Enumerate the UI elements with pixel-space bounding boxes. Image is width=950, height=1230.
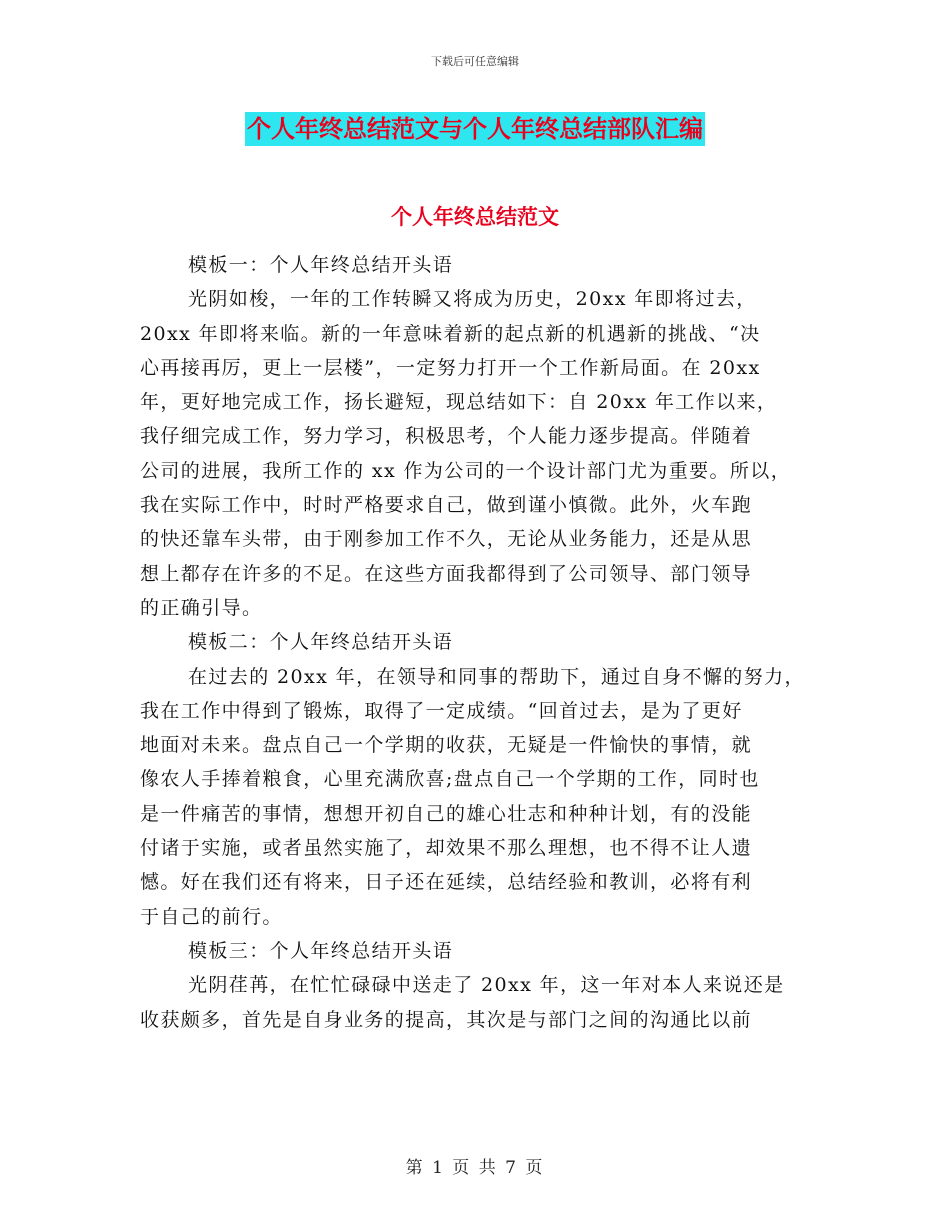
paragraph-line: 憾。好在我们还有将来，日子还在延续，总结经验和教训，必将有利: [140, 871, 753, 894]
paragraph-line: 光阴荏苒，在忙忙碌碌中送走了 20xx 年，这一年对本人来说还是: [188, 974, 785, 997]
paragraph-line: 于自己的前行。: [140, 905, 283, 928]
paragraph-line: 像农人手捧着粮食，心里充满欣喜;盘点自己一个学期的工作，同时也: [140, 768, 760, 791]
paragraph-line: 心再接再厉，更上一层楼”，一定努力打开一个工作新局面。在 20xx: [140, 356, 761, 379]
paragraph-line: 我仔细完成工作，努力学习，积极思考，个人能力逐步提高。伴随着: [140, 425, 753, 448]
paragraph-heading-template-3: 模板三：个人年终总结开头语: [188, 939, 454, 962]
document-title-container: [0, 112, 950, 146]
paragraph-line: 想上都存在许多的不足。在这些方面我都得到了公司领导、部门领导: [140, 562, 753, 585]
paragraph-heading-template-1: 模板一：个人年终总结开头语: [188, 254, 454, 276]
paragraph-line: 的正确引导。: [140, 596, 263, 619]
paragraph-line: 20xx 年即将来临。新的一年意味着新的起点新的机遇新的挑战、“决: [140, 322, 761, 345]
paragraph-line: 付诸于实施，或者虽然实施了，却效果不那么理想，也不得不让人遗: [140, 837, 753, 860]
paragraph-line: 地面对未来。盘点自己一个学期的收获，无疑是一件愉快的事情，就: [140, 734, 753, 757]
paragraph-line: 的快还靠车头带，由于刚参加工作不久，无论从业务能力，还是从思: [140, 528, 753, 551]
paragraph-line: 我在工作中得到了锻炼，取得了一定成绩。“回首过去，是为了更好: [140, 699, 743, 722]
paragraph-line: 是一件痛苦的事情，想想开初自己的雄心壮志和种种计划，有的没能: [140, 802, 753, 825]
paragraph-line: 在过去的 20xx 年，在领导和同事的帮助下，通过自身不懈的努力，: [188, 665, 805, 688]
paragraph-line: 收获颇多，首先是自身业务的提高，其次是与部门之间的沟通比以前: [140, 1008, 753, 1031]
paragraph-line: 我在实际工作中，时时严格要求自己，做到谨小慎微。此外，火车跑: [140, 494, 753, 517]
paragraph-line: 公司的进展，我所工作的 xx 作为公司的一个设计部门尤为重要。所以，: [140, 459, 792, 482]
document-body: [140, 248, 820, 1037]
section-title: 个人年终总结范文: [391, 204, 559, 229]
header-note: 下载后可任意编辑: [431, 55, 519, 68]
page-number-footer: 第 1 页 共 7 页: [405, 1158, 545, 1178]
paragraph-line: 光阴如梭，一年的工作转瞬又将成为历史，20xx 年即将过去，: [188, 288, 757, 311]
paragraph-heading-template-2: 模板二：个人年终总结开头语: [188, 631, 454, 654]
document-title: 个人年终总结范文与个人年终总结部队汇编: [245, 112, 705, 146]
paragraph-line: 年，更好地完成工作，扬长避短，现总结如下：自 20xx 年工作以来，: [140, 391, 778, 414]
